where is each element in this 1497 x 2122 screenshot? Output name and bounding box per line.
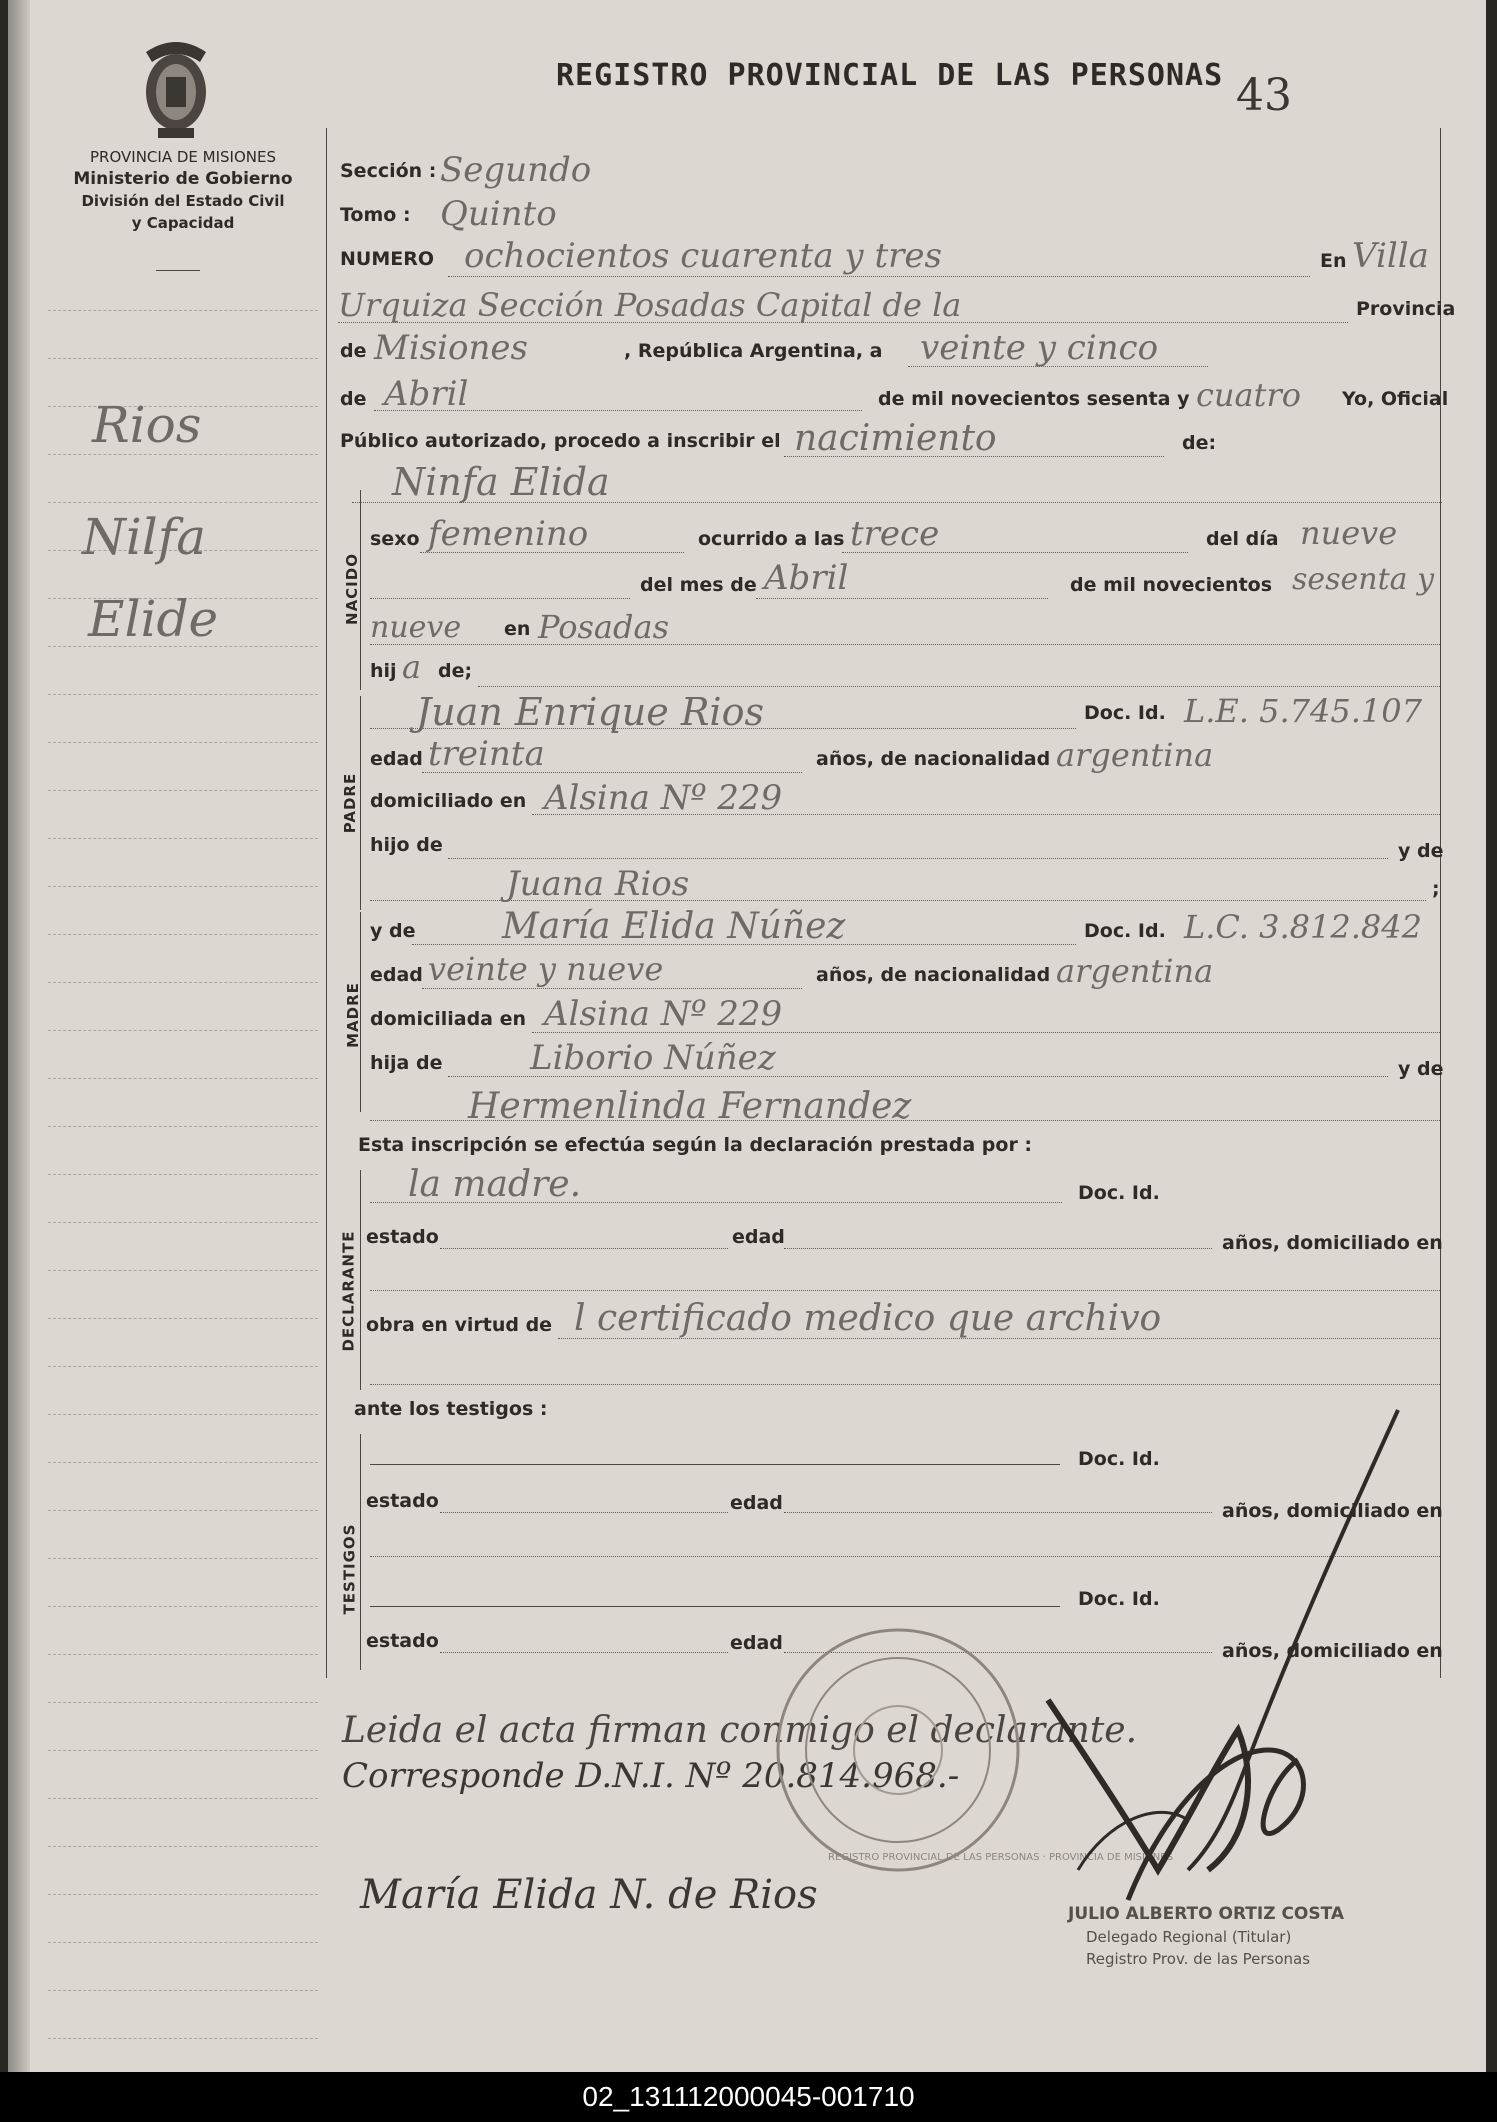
registry-page [8, 0, 1486, 2072]
mother-edad-label: edad [370, 964, 423, 986]
father-address-value: Alsina Nº 229 [544, 778, 783, 818]
dia-label: del día [1206, 528, 1279, 550]
sexo-value: femenino [428, 514, 589, 554]
hij-suffix: a [402, 648, 422, 686]
margin-given-name: Nilfa [82, 508, 207, 566]
de2-label: de [340, 388, 367, 410]
seccion-label: Sección : [340, 160, 437, 182]
nacido-label: NACIDO [342, 553, 361, 625]
registrar-name: JULIO ALBERTO ORTIZ COSTA [1068, 1904, 1345, 1924]
declarante-label: DECLARANTE [339, 1230, 358, 1352]
page-number: 43 [1236, 70, 1292, 121]
testigo2-doc-label: Doc. Id. [1078, 1588, 1160, 1610]
obra-value: l certificado medico que archivo [574, 1298, 1162, 1339]
org-capacity: y Capacidad [131, 214, 235, 232]
father-nacionalidad-label: años, de nacionalidad [816, 748, 1051, 770]
mother-doc-label: Doc. Id. [1084, 920, 1166, 942]
registrar-signature-icon [1018, 1400, 1438, 1920]
declarante-value: la madre. [408, 1164, 582, 1205]
tomo-label: Tomo : [340, 204, 411, 226]
numero-label: NUMERO [340, 248, 434, 270]
madre-label: MADRE [343, 982, 362, 1048]
page-title: REGISTRO PROVINCIAL DE LAS PERSONAS [556, 58, 1224, 93]
testigos-prompt: ante los testigos : [354, 1398, 548, 1420]
declarante-anos-label: años, domiciliado en [1222, 1232, 1443, 1254]
en-label: En [1320, 250, 1347, 272]
org-province: PROVINCIA DE MISIONES [90, 148, 276, 166]
margin-second-name: Elide [88, 590, 219, 648]
registrar-office: Registro Prov. de las Personas [1086, 1950, 1311, 1968]
father-edad-label: edad [370, 748, 423, 770]
place-value: Urquiza Sección Posadas Capital de la [338, 286, 962, 324]
month-value: Abril [384, 374, 469, 414]
obra-label: obra en virtud de [366, 1314, 553, 1336]
testigo1-doc-label: Doc. Id. [1078, 1448, 1160, 1470]
father-age-value: treinta [428, 734, 545, 774]
father-doc-label: Doc. Id. [1084, 702, 1166, 724]
testigo2-edad-label: edad [730, 1632, 783, 1654]
hija-de-label: hija de [370, 1052, 443, 1074]
father-domiciliado-label: domiciliado en [370, 790, 527, 812]
file-id-bar [0, 2072, 1497, 2122]
testigo1-edad-label: edad [730, 1492, 783, 1514]
hijo-de-label: hijo de [370, 834, 443, 856]
declarante-edad-label: edad [732, 1226, 785, 1248]
org-ministry: Ministerio de Gobierno [73, 169, 293, 189]
father-y-de-label: y de [1398, 840, 1444, 862]
declaracion-label: Esta inscripción se efectúa según la declaración prestada por : [358, 1134, 1033, 1156]
republica-label: , República Argentina, a [624, 340, 883, 362]
en2-label: en [504, 618, 531, 640]
mes-value: Abril [764, 558, 849, 598]
father-parents-value: Juana Rios [506, 864, 690, 904]
mother-father-value: Liborio Núñez [530, 1038, 776, 1078]
registrar-title: Delegado Regional (Titular) [1086, 1928, 1292, 1946]
testigo1-estado-label: estado [366, 1490, 439, 1512]
mother-nationality-value: argentina [1056, 952, 1214, 990]
provincia-label: Provincia [1356, 298, 1456, 320]
testigos-label: TESTIGOS [340, 1523, 359, 1615]
organization-block [48, 146, 318, 234]
tomo-value: Quinto [440, 194, 557, 234]
inscribir-label: Público autorizado, procedo a inscribir el [340, 430, 781, 452]
semicolon-mark: ; [1432, 878, 1440, 900]
declarante-estado-label: estado [366, 1226, 439, 1248]
father-doc-value: L.E. 5.745.107 [1184, 692, 1422, 730]
seccion-value: Segundo [440, 150, 592, 190]
year-value: cuatro [1196, 376, 1302, 414]
mes-label: del mes de [640, 574, 757, 596]
mother-signature: María Elida N. de Rios [360, 1872, 818, 1918]
margin-surname: Rios [92, 396, 202, 454]
hij-label: hij [370, 660, 397, 682]
coat-of-arms-icon [126, 32, 226, 142]
province-value: Misiones [374, 328, 528, 368]
ocurrido-label: ocurrido a las [698, 528, 845, 550]
testigo2-anos-label: años, domiciliado en [1222, 1640, 1443, 1662]
declarante-doc-label: Doc. Id. [1078, 1182, 1160, 1204]
mother-nacionalidad-label: años, de nacionalidad [816, 964, 1051, 986]
mother-name-value: María Elida Núñez [502, 906, 846, 947]
birth-year-value: sesenta y [1292, 562, 1435, 597]
mother-address-value: Alsina Nº 229 [544, 994, 783, 1034]
testigo2-estado-label: estado [366, 1630, 439, 1652]
de3-label: de: [1182, 432, 1217, 454]
file-id: 02_131112000045-001710 [582, 2081, 915, 2112]
father-name: Juan Enrique Rios [416, 690, 764, 734]
stamp-text: REGISTRO PROVINCIAL DE LAS PERSONAS · PROVINCIA DE MISIONES [828, 1852, 1173, 1863]
org-division: División del Estado Civil [81, 192, 285, 210]
day-value: veinte y cinco [920, 328, 1159, 368]
inscribir-value: nacimiento [794, 418, 997, 459]
padre-label: PADRE [341, 772, 360, 834]
hora-value: trece [850, 514, 940, 554]
sexo-label: sexo [370, 528, 420, 550]
child-name: Ninfa Elida [392, 460, 610, 504]
mother-mother-value: Hermenlinda Fernandez [468, 1086, 912, 1127]
page-binding-edge [8, 0, 30, 2072]
dni-note: Corresponde D.N.I. Nº 20.814.968.- [342, 1756, 960, 1796]
registry-stamp-icon [768, 1620, 1028, 1880]
oficial-label: Yo, Oficial [1342, 388, 1449, 410]
year-label: de mil novecientos sesenta y [878, 388, 1190, 410]
de-label: de [340, 340, 367, 362]
mother-age-value: veinte y nueve [428, 950, 664, 988]
mother-doc-value: L.C. 3.812.842 [1184, 908, 1422, 946]
mother-domiciliada-label: domiciliada en [370, 1008, 527, 1030]
dia-value: nueve [1300, 514, 1398, 552]
birth-place-value: Posadas [538, 608, 669, 646]
en-value: Villa [1352, 236, 1429, 276]
father-nationality-value: argentina [1056, 736, 1214, 774]
testigo1-anos-label: años, domiciliado en [1222, 1500, 1443, 1522]
closing-note: Leida el acta firman conmigo el declarante. [342, 1710, 1138, 1751]
mil-label: de mil novecientos [1070, 574, 1273, 596]
mother-y-de-label: y de [370, 920, 416, 942]
de4-label: de; [438, 660, 473, 682]
birth-year-value2: nueve [370, 610, 462, 645]
numero-value: ochocientos cuarenta y tres [464, 236, 942, 276]
mother-y-de-label-2: y de [1398, 1058, 1444, 1080]
